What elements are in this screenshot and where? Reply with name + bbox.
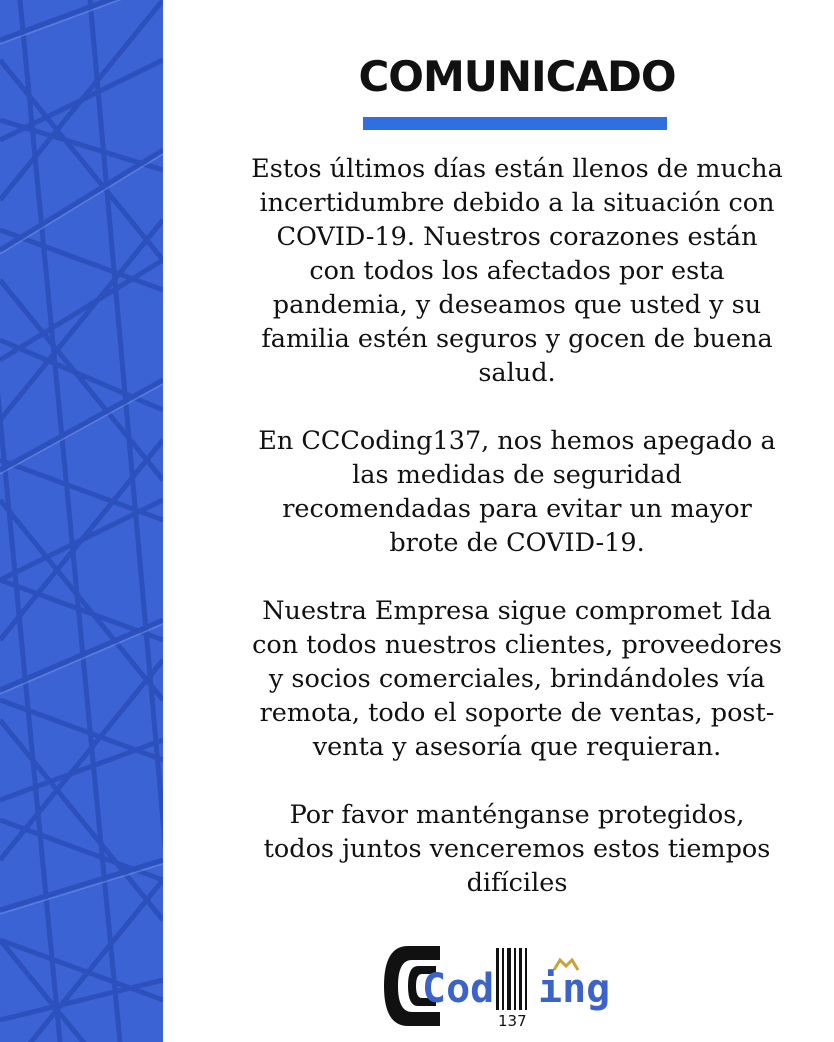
logo-number: 137 <box>498 1012 527 1030</box>
announcement-body <box>200 152 834 934</box>
logo-text-right: ing <box>538 966 611 1012</box>
page-title: COMUNICADO <box>358 52 676 101</box>
paragraph-commitment: Nuestra Empresa sigue compromet Ida con todos nuestros clientes, proveedores y socios comerciales, brindándoles vía remota, todo el soporte de ventas, post- venta y asesoría que requieran. <box>252 596 782 762</box>
decorative-glass-panel <box>0 0 163 1042</box>
paragraph-safety-measures: En CCCoding137, nos hemos apegado a las medidas de seguridad recomendadas para evitar un mayor brote de COVID-19. <box>258 426 776 558</box>
title-underline <box>363 117 667 130</box>
paragraph-intro: Estos últimos días están llenos de mucha incertidumbre debido a la situación con COVID-19. Nuestros corazones están con todos los afectados por esta pandemia, y deseamos que usted y su familia estén seguros y gocen de buena salud. <box>251 154 783 388</box>
company-logo <box>378 940 638 1032</box>
lattice-pattern <box>0 0 163 1042</box>
logo-text-left: Cod <box>422 966 495 1012</box>
paragraph-closing: Por favor manténganse protegidos, todos juntos venceremos estos tiempos difíciles <box>263 800 771 898</box>
